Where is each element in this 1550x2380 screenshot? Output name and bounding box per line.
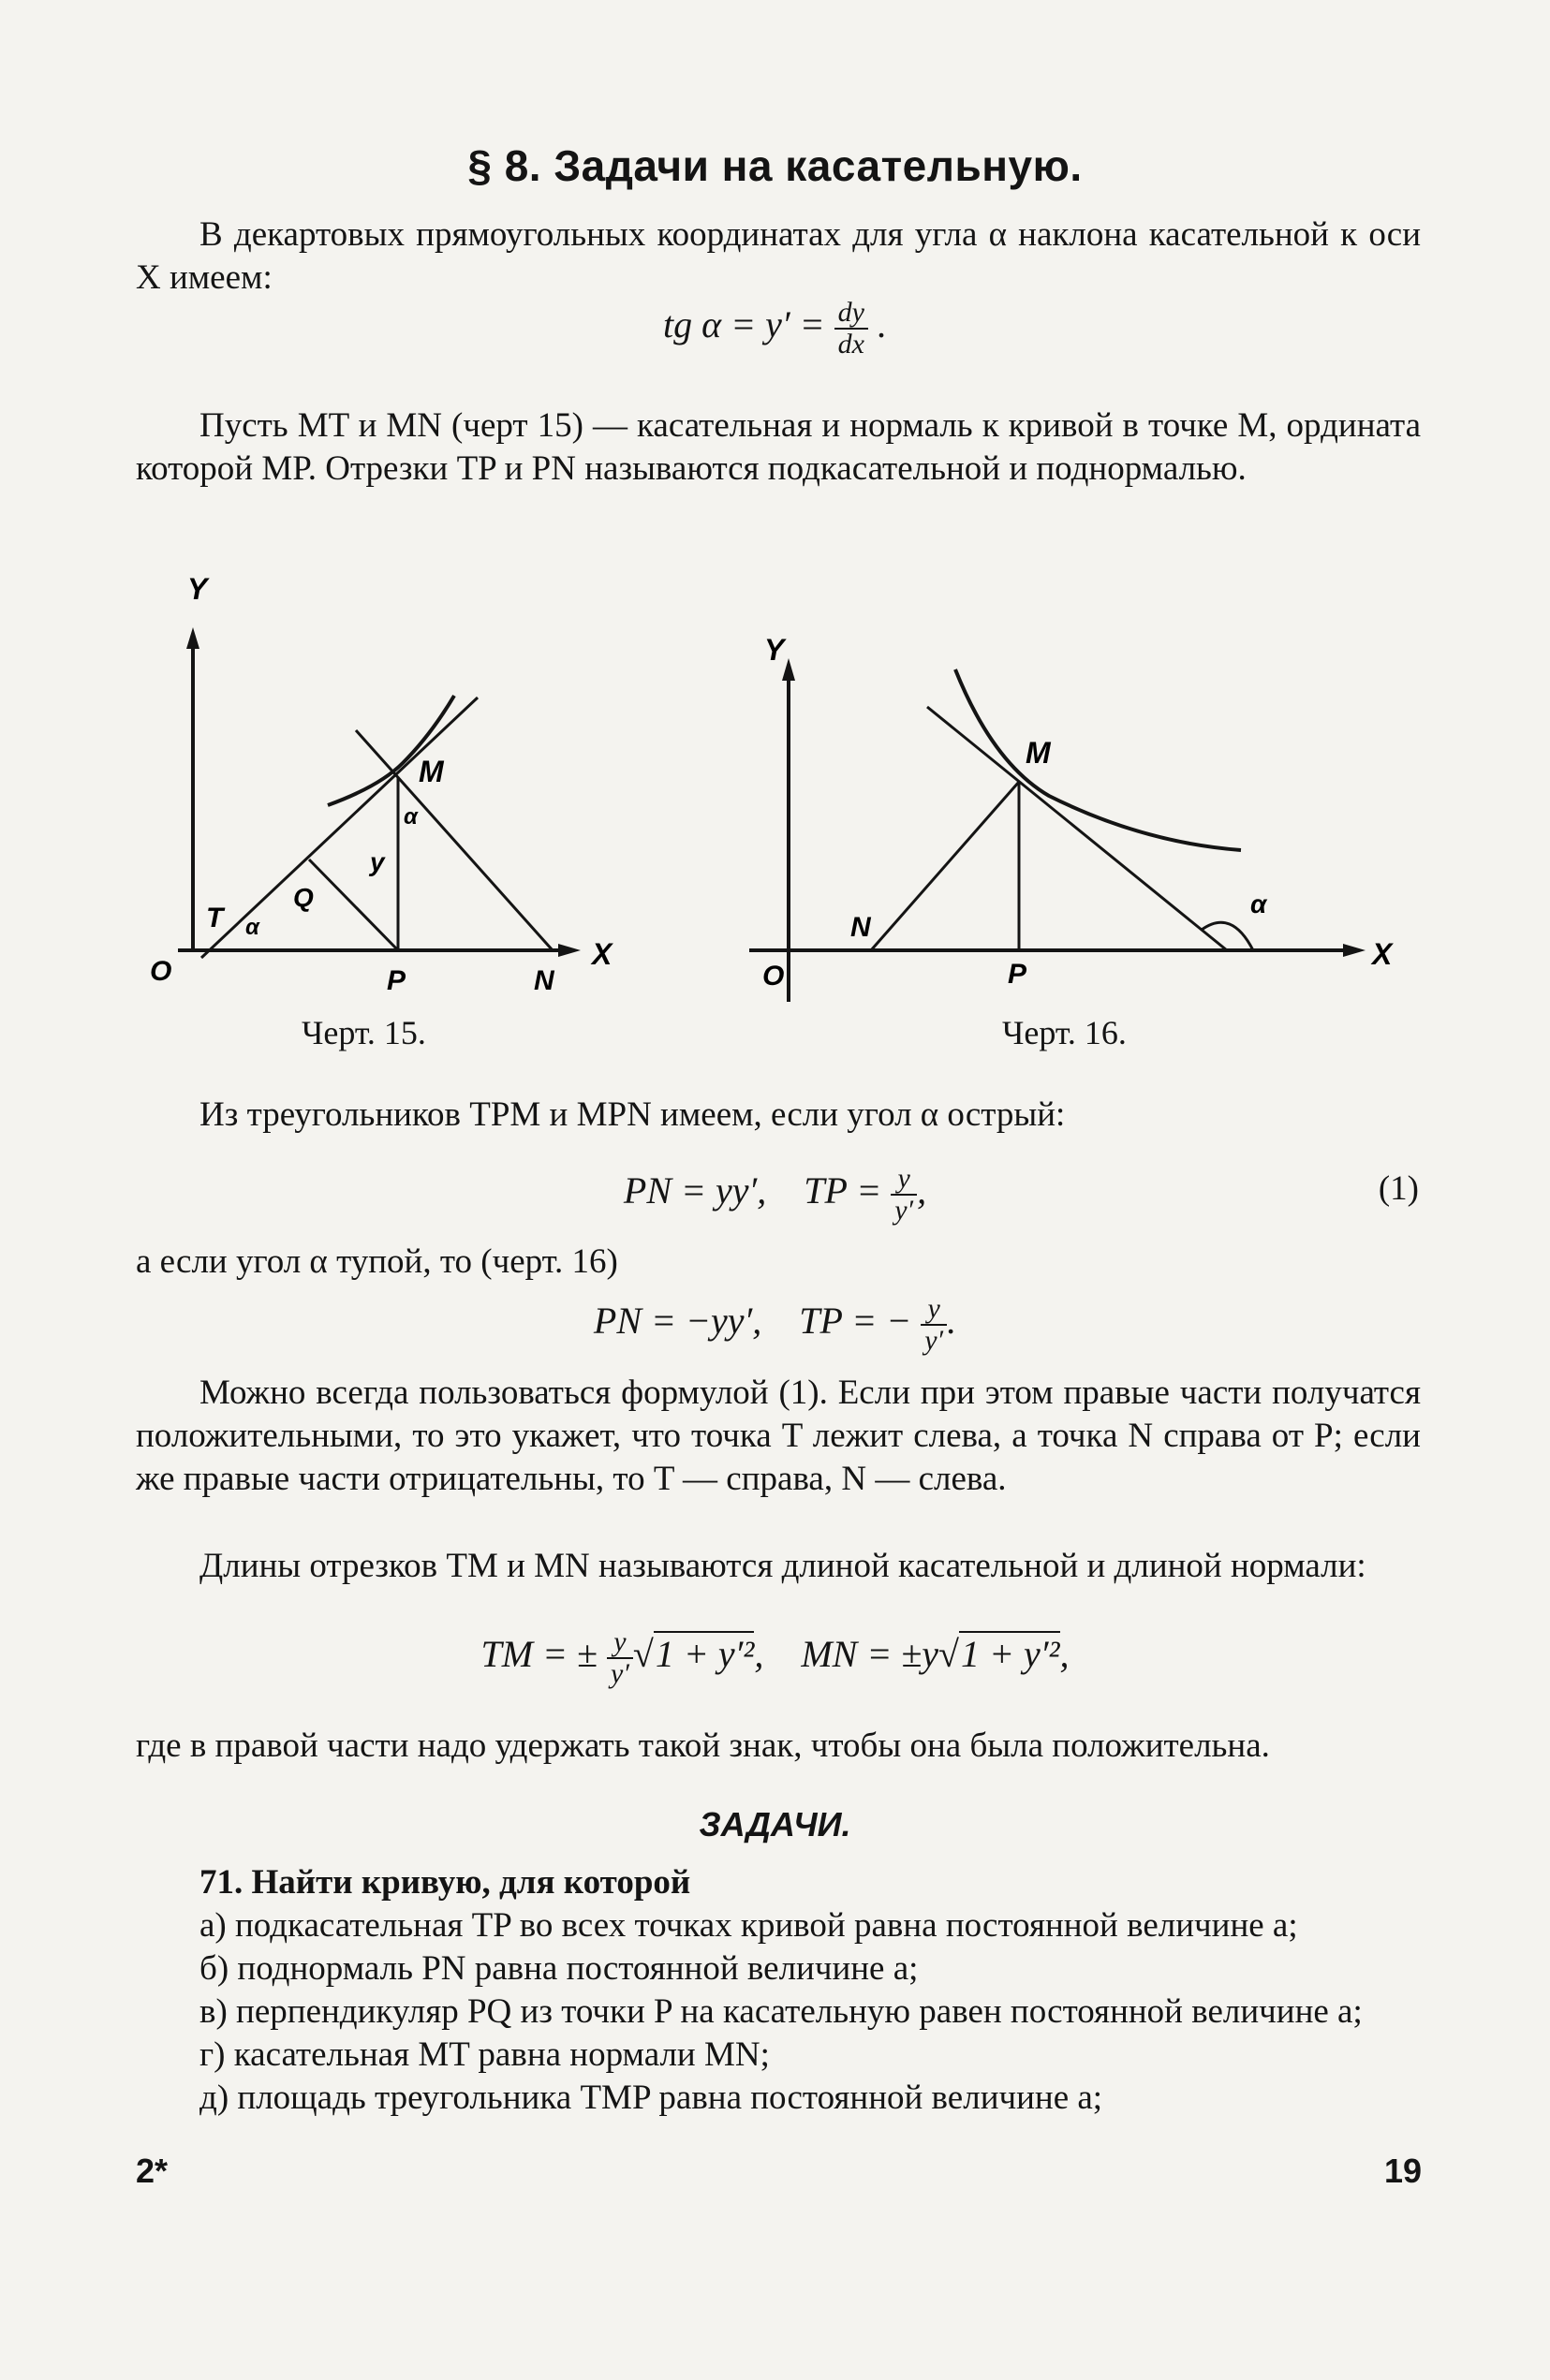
always-paragraph: [136, 1372, 1421, 1501]
sign-text: где в правой части надо удержать такой знак, чтобы она была положительна.: [136, 1726, 1270, 1765]
fig15-label-y-axis: Y: [187, 576, 208, 606]
signature-mark: 2*: [136, 2152, 169, 2190]
problem71-item-e: [136, 2077, 1421, 2120]
formula3-num: y: [607, 1627, 633, 1659]
fig15-caption: Черт. 15.: [302, 1014, 426, 1051]
formula2-den: y′: [924, 1325, 944, 1356]
formula3-part1: TM = ±: [480, 1633, 598, 1676]
formula-tangent-slope: [0, 298, 1550, 360]
fig15-label-n: N: [534, 965, 554, 996]
problem71-item-d-text: г) касательная MT равна нормали MN;: [199, 2035, 770, 2074]
problems-heading: ЗАДАЧИ.: [699, 1805, 851, 1844]
problem71-item-b: [136, 1947, 1421, 1991]
formula1-den: y′: [894, 1195, 914, 1226]
obtuse-text: а если угол α тупой, то (черт. 16): [136, 1242, 618, 1281]
fig16-normal-line: [871, 782, 1019, 950]
fig15-normal-line: [356, 730, 553, 950]
formula3-radical-2: √: [938, 1633, 959, 1676]
definition-text: Пусть MT и MN (черт 15) — касательная и нормаль к кривой в точке M, ордината которой MP. Отрезки TP и PN называются подкасательной и поднормалью.: [136, 406, 1421, 488]
fig16-label-x-axis: X: [1372, 937, 1393, 971]
fig15-label-m: M: [419, 755, 444, 788]
section-title: § 8. Задачи на касательную.: [467, 141, 1083, 190]
fig16-label-o: O: [762, 961, 785, 992]
problem71-item-b-text: б) поднормаль PN равна постоянной величине a;: [199, 1949, 919, 1988]
formula1-part1: PN = yy′,: [623, 1169, 767, 1212]
fig15-curve: [328, 696, 454, 805]
fig15-label-t: T: [206, 903, 224, 933]
always-text: Можно всегда пользоваться формулой (1). Если при этом правые части получатся положительными, то это укажет, что точка T лежит слева, а точка N справа от P; если же правые части отрицательны, то T — справа, N — слева.: [136, 1374, 1421, 1498]
fig15-perpendicular-pq: [309, 859, 398, 950]
formula-tg-den: dx: [837, 329, 864, 360]
problem71-item-a-text: а) подкасательная TP во всех точках кривой равна постоянной величине a;: [199, 1906, 1298, 1945]
formula-tg-tail: .: [877, 303, 887, 346]
sign-paragraph: [136, 1725, 1421, 1768]
formula3-part2: MN = ±y: [801, 1633, 939, 1676]
formula2-tail: .: [947, 1300, 957, 1343]
problem-71: [136, 1861, 1421, 2120]
fig16-curve: [955, 669, 1241, 850]
formula-tg-lhs: tg α = y′ =: [663, 303, 825, 346]
problem71-item-e-text: д) площадь треугольника TMP равна постоянной величине a;: [199, 2079, 1103, 2117]
problem71-intro: [136, 1861, 1421, 1904]
formula1-fraction: [891, 1164, 917, 1226]
formula3-radical-1: √: [632, 1633, 654, 1676]
problem71-item-a: [136, 1904, 1421, 1947]
problem71-intro-text: 71. Найти кривую, для которой: [199, 1863, 691, 1902]
fig16-label-n: N: [850, 912, 871, 943]
fig15-label-y: y: [370, 847, 385, 876]
fig15-label-alpha-t: α: [245, 915, 259, 940]
formula-3: [0, 1627, 1550, 1689]
intro-text: В декартовых прямоугольных координатах для угла α наклона касательной к оси X имеем:: [136, 215, 1421, 297]
lengths-paragraph: [136, 1545, 1421, 1588]
problem71-item-c: [136, 1991, 1421, 2034]
fig16-label-p: P: [1008, 959, 1027, 990]
formula2-part2: TP = −: [799, 1300, 912, 1343]
formula1-part2: TP =: [804, 1169, 882, 1212]
formula2-num: y: [921, 1294, 947, 1326]
fig15-x-arrow: [558, 944, 581, 957]
formula-2: [0, 1294, 1550, 1356]
intro-paragraph: [136, 213, 1421, 300]
fig15-label-q: Q: [293, 883, 314, 912]
fig15-label-x-axis: X: [592, 937, 613, 971]
fig15-label-o: O: [150, 956, 172, 987]
figure-16: [740, 623, 1433, 1016]
formula1-num: y: [891, 1164, 917, 1196]
formula-1: [0, 1164, 1550, 1226]
formula1-number: (1): [1378, 1169, 1419, 1208]
problem71-item-c-text: в) перпендикуляр PQ из точки P на касательную равен постоянной величине a;: [199, 1992, 1363, 2031]
fig16-x-arrow: [1343, 944, 1365, 957]
page-number: 19: [1384, 2152, 1423, 2190]
formula-tg-fraction: [834, 298, 868, 360]
formula2-fraction: [921, 1294, 947, 1356]
formula3-fraction: [607, 1627, 633, 1689]
fig15-tangent-line: [201, 698, 478, 958]
formula3-sqrt-2: 1 + y′²: [961, 1633, 1060, 1676]
triangles-paragraph: [136, 1094, 1421, 1137]
fig16-label-y-axis: Y: [764, 633, 785, 667]
triangles-text: Из треугольников TPM и MPN имеем, если угол α острый:: [199, 1095, 1066, 1134]
formula1-tail: ,: [917, 1169, 927, 1212]
fig15-label-p: P: [387, 965, 406, 996]
fig16-caption: Черт. 16.: [1002, 1014, 1127, 1051]
formula-tg-num: dy: [834, 298, 868, 330]
fig16-tangent-line: [927, 707, 1227, 950]
fig15-label-alpha-m: α: [404, 804, 418, 830]
formula3-sqrt-1: 1 + y′²: [655, 1633, 755, 1676]
problem71-item-d: [136, 2034, 1421, 2077]
definition-paragraph: [136, 404, 1421, 491]
formula3-sep: ,: [754, 1633, 764, 1676]
obtuse-paragraph: [136, 1241, 1421, 1284]
lengths-text: Длины отрезков TM и MN называются длиной касательной и длиной нормали:: [199, 1547, 1366, 1585]
figure-15: [122, 576, 646, 1025]
fig15-y-arrow: [186, 627, 199, 649]
formula2-part1: PN = −yy′,: [593, 1300, 762, 1343]
fig16-label-alpha: α: [1250, 889, 1267, 918]
fig16-label-m: M: [1026, 736, 1051, 770]
formula3-tail: ,: [1059, 1633, 1070, 1676]
formula3-den: y′: [611, 1658, 629, 1689]
